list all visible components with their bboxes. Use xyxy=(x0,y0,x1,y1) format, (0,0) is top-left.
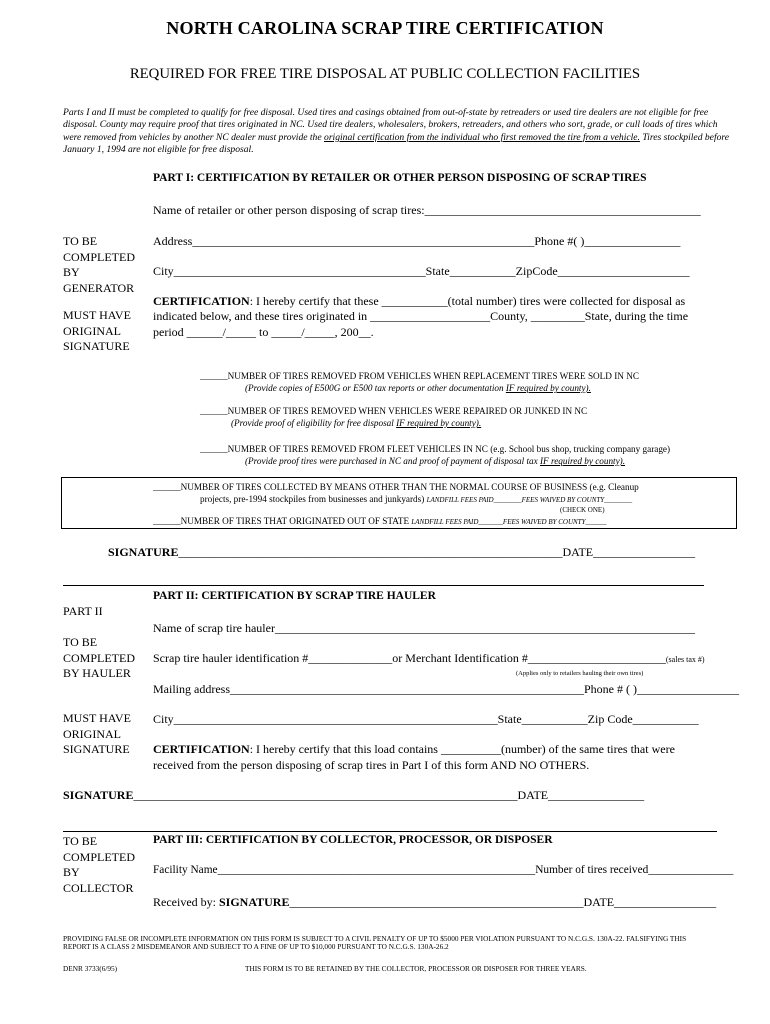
part2-heading: PART II: CERTIFICATION BY SCRAP TIRE HAULER xyxy=(153,590,436,602)
option-repaired-note: (Provide proof of eligibility for free disposal IF required by county). xyxy=(231,418,482,428)
part2-side-hauler: TO BE COMPLETED BY HAULER xyxy=(63,635,135,680)
part1-heading: PART I: CERTIFICATION BY RETAILER OR OTHER PERSON DISPOSING OF SCRAP TIRES xyxy=(153,172,647,184)
other-means-detail[interactable]: projects, pre-1994 stockpiles from businesses and junkyards) LANDFILL FEES PAID________FEES WAIVED BY COUNTY________ xyxy=(200,494,633,504)
hauler-mailing-field[interactable]: Mailing address___________________________________________________________Phone # ( )_________________ xyxy=(153,682,739,696)
received-by-signature-field[interactable]: Received by: SIGNATURE_________________________________________________DATE_________________ xyxy=(153,895,717,909)
intro-paragraph xyxy=(63,107,733,157)
intro-underlined-text: original certification from the individual who first removed the tire from a vehicle. xyxy=(324,131,640,143)
part1-cert-line3[interactable]: period ______/_____ to _____/_____, 200__. xyxy=(153,325,374,339)
part2-signature-field[interactable]: SIGNATURE________________________________________________________________DATE________________ xyxy=(63,788,645,802)
option-replacement-note: (Provide copies of E500G or E500 tax reports or other documentation IF required by county). xyxy=(245,383,591,393)
part1-cert-line2[interactable]: indicated below, and these tires originated in ____________________County, _________State, during the time xyxy=(153,309,689,323)
out-of-state-fees: LANDFILL FEES PAID_______FEES WAIVED BY COUNTY______ xyxy=(411,518,607,526)
divider-part2 xyxy=(63,831,717,832)
form-subtitle: REQUIRED FOR FREE TIRE DISPOSAL AT PUBLIC COLLECTION FACILITIES xyxy=(129,66,641,82)
hauler-id-field[interactable]: Scrap tire hauler identification #______________or Merchant Identification #_______________________(sales tax #) xyxy=(153,651,705,665)
part1-cert-text1: : I hereby certify that these ___________(total number) tires were collected for disposal as xyxy=(249,294,686,308)
part1-signature-field[interactable]: SIGNATURE________________________________________________________________DATE_________________ xyxy=(108,545,696,559)
part2-cert-line1[interactable]: CERTIFICATION: I hereby certify that this load contains __________(number) of the same tires that were xyxy=(153,742,675,756)
other-means-fees: LANDFILL FEES PAID________FEES WAIVED BY COUNTY________ xyxy=(426,496,633,504)
option-repaired-junked[interactable]: ______NUMBER OF TIRES REMOVED WHEN VEHICLES WERE REPAIRED OR JUNKED IN NC xyxy=(200,406,588,416)
intro-text-end: Tires stockpiled before January 1, 1994 are not eligible for free disposal. xyxy=(63,131,730,156)
option-out-of-state[interactable]: ______NUMBER OF TIRES THAT ORIGINATED OUT OF STATE LANDFILL FEES PAID_______FEES WAIVED BY COUNTY______ xyxy=(153,516,607,526)
option-fleet-note: (Provide proof tires were purchased in NC and proof of payment of disposal tax IF required by county). xyxy=(245,456,626,466)
option-fleet-vehicles[interactable]: ______NUMBER OF TIRES REMOVED FROM FLEET VEHICLES IN NC (e.g. School bus shop, trucking company garage) xyxy=(200,444,671,454)
part2-signature-label: SIGNATURE xyxy=(63,788,134,802)
part1-side-signature: MUST HAVE ORIGINAL SIGNATURE xyxy=(63,308,131,353)
part1-cert-line1[interactable] xyxy=(153,294,685,309)
option-other-means[interactable]: ______NUMBER OF TIRES COLLECTED BY MEANS OTHER THAN THE NORMAL COURSE OF BUSINESS (e.g. Cleanup xyxy=(153,482,639,492)
penalty-warning-line1: PROVIDING FALSE OR INCOMPLETE INFORMATION ON THIS FORM IS SUBJECT TO A CIVIL PENALTY OF UP TO $5000 PER VIOLATION PURSUANT TO N.C.G.S. 130A-22. FALSIFYING THIS xyxy=(63,934,687,943)
intro-text: Parts I and II must be completed to qualify for free disposal. Used tires and casings obtained from out-of-state by retreaders or used tire dealers are not eligible for free disposal. County may require proof that tires originated in NC. Used tire dealers, wholesalers, brokers, retreaders, and others who sort, grade, or cull loads of tires which were removed from vehicles by another NC dealer must provide the xyxy=(63,107,718,143)
retailer-address-field[interactable]: Address_________________________________________________________Phone #( )________________ xyxy=(153,234,681,248)
penalty-warning-line2: REPORT IS A CLASS 2 MISDEMEANOR AND SUBJECT TO A FINE OF UP TO $10,000 PURSUANT TO N.C.G.S. 130A-26.2 xyxy=(63,942,449,951)
check-one-label: (CHECK ONE) xyxy=(560,506,605,514)
part3-heading: PART III: CERTIFICATION BY COLLECTOR, PROCESSOR, OR DISPOSER xyxy=(153,834,553,846)
part2-cert-line2: received from the person disposing of scrap tires in Part I of this form AND NO OTHERS. xyxy=(153,758,590,772)
option-replacement-sold[interactable]: ______NUMBER OF TIRES REMOVED FROM VEHICLES WHEN REPLACEMENT TIRES WERE SOLD IN NC xyxy=(200,371,639,381)
part2-cert-label: CERTIFICATION xyxy=(153,742,250,756)
retention-notice: THIS FORM IS TO BE RETAINED BY THE COLLECTOR, PROCESSOR OR DISPOSER FOR THREE YEARS. xyxy=(245,964,587,973)
hauler-city-field[interactable]: City______________________________________________________State___________Zip Code___________ xyxy=(153,712,699,726)
part1-side-generator: TO BE COMPLETED BY GENERATOR xyxy=(63,234,135,295)
received-signature-label: SIGNATURE xyxy=(218,895,290,909)
retailer-city-field[interactable]: City__________________________________________State___________ZipCode______________________ xyxy=(153,264,690,278)
part2-side-label: PART II xyxy=(63,604,103,618)
part1-signature-label: SIGNATURE xyxy=(108,545,179,559)
hauler-name-field[interactable]: Name of scrap tire hauler______________________________________________________________________ xyxy=(153,621,695,635)
form-title: NORTH CAROLINA SCRAP TIRE CERTIFICATION xyxy=(166,18,604,38)
sales-tax-label: (sales tax #) xyxy=(665,655,705,664)
hauler-id-note: (Applies only to retailers hauling their own tires) xyxy=(516,670,644,677)
divider-part1 xyxy=(63,585,704,586)
retailer-name-field[interactable]: Name of retailer or other person disposing of scrap tires:______________________________________________ xyxy=(153,203,701,217)
part2-side-signature: MUST HAVE ORIGINAL SIGNATURE xyxy=(63,711,131,756)
part3-side-collector: TO BE COMPLETED BY COLLECTOR xyxy=(63,834,135,895)
facility-name-field[interactable]: Facility Name________________________________________________________Number of tires received_______________ xyxy=(153,864,734,876)
part1-cert-label: CERTIFICATION xyxy=(153,294,250,308)
form-id: DENR 3733(6/95) xyxy=(63,964,118,973)
